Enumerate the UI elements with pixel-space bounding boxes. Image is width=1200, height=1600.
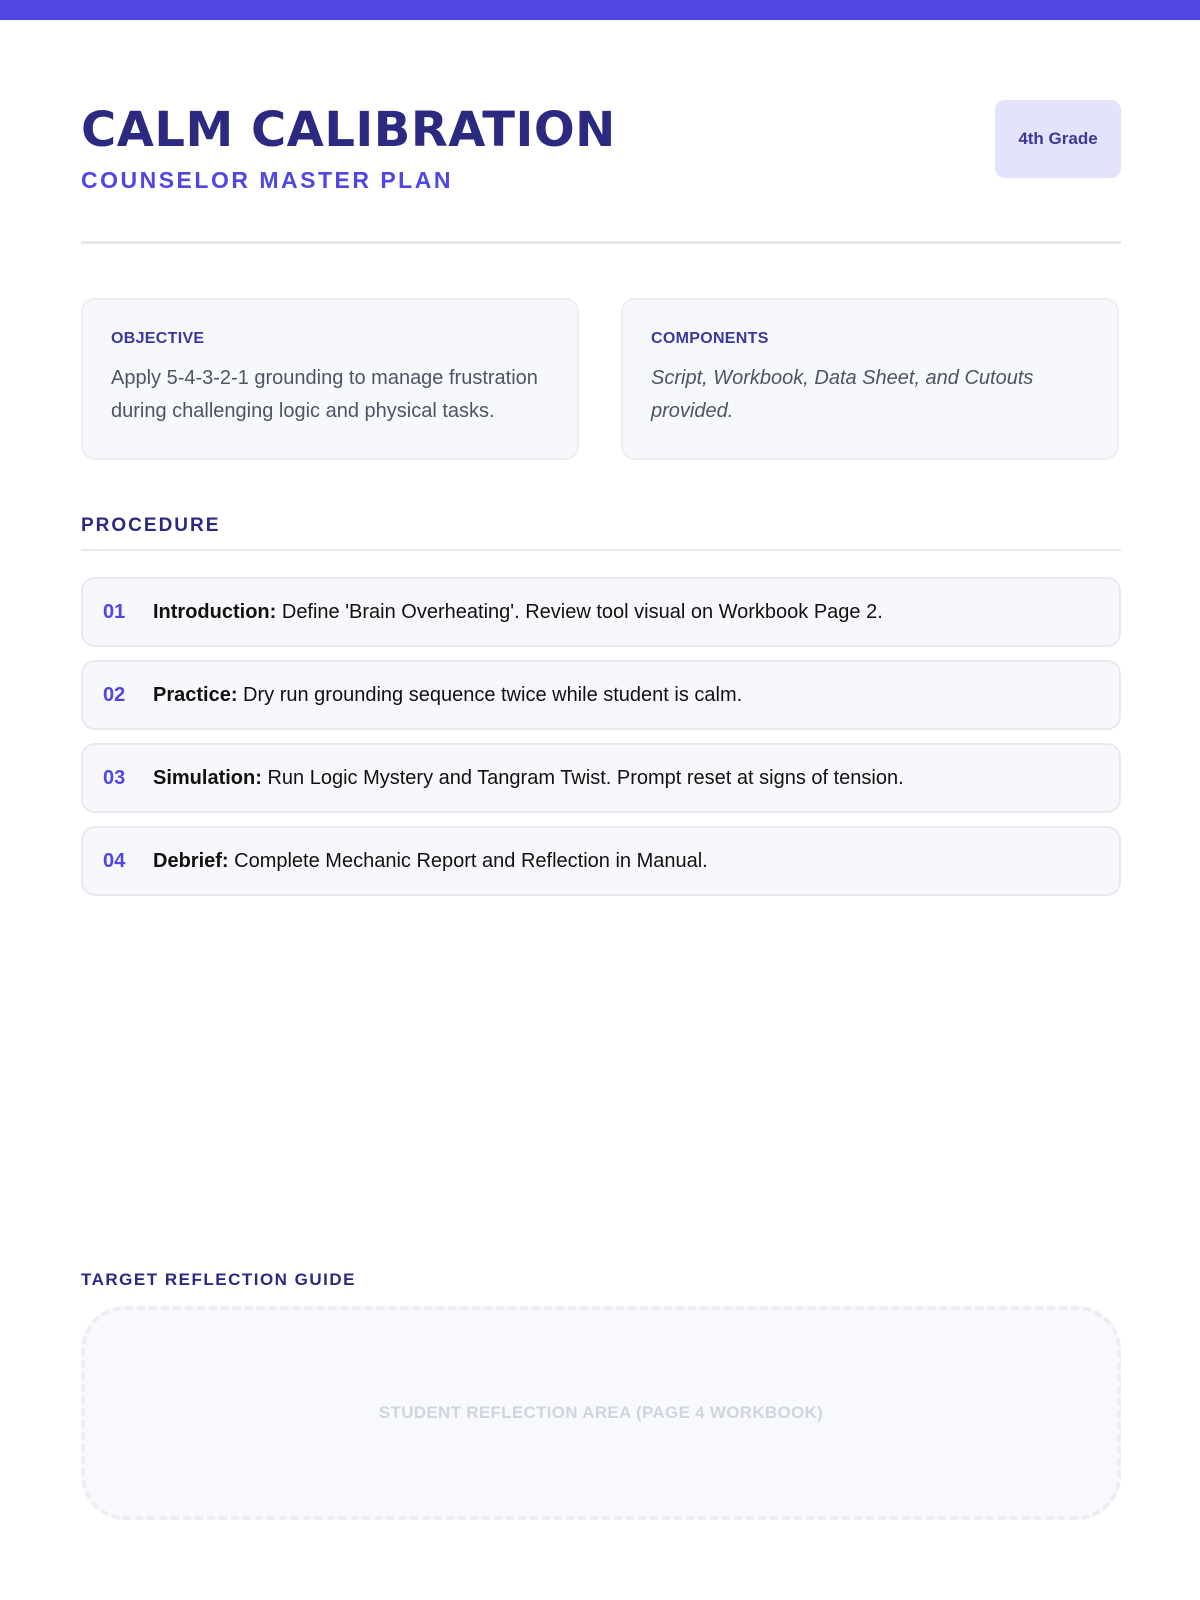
- objective-card: [81, 298, 579, 460]
- page-title: CALM CALIBRATION: [81, 102, 616, 158]
- procedure-title: PROCEDURE: [81, 515, 221, 536]
- step-detail: Complete Mechanic Report and Reflection in Manual.: [228, 849, 708, 872]
- step-text: [153, 767, 904, 790]
- step-text: [153, 684, 742, 707]
- components-card: [621, 298, 1119, 460]
- step-lead: Introduction:: [153, 600, 277, 623]
- reflection-area: [81, 1306, 1121, 1520]
- procedure-divider: [81, 549, 1121, 551]
- reflection-title: TARGET REFLECTION GUIDE: [81, 1270, 357, 1289]
- step-number: 03: [103, 766, 126, 789]
- top-accent-bar: [0, 0, 1200, 20]
- header-divider: [81, 241, 1121, 244]
- info-cards: [81, 298, 1121, 462]
- procedure-step: [81, 660, 1121, 730]
- step-detail: Dry run grounding sequence twice while student is calm.: [237, 683, 743, 706]
- objective-text: Apply 5-4-3-2-1 grounding to manage frustration during challenging logic and physical tasks.: [111, 367, 538, 422]
- step-lead: Practice:: [153, 683, 238, 706]
- grade-badge: 4th Grade: [995, 100, 1121, 178]
- page-subtitle: COUNSELOR MASTER PLAN: [81, 167, 453, 193]
- components-label: COMPONENTS: [651, 330, 769, 347]
- procedure-step: [81, 743, 1121, 813]
- step-number: 01: [103, 600, 126, 623]
- components-text: Script, Workbook, Data Sheet, and Cutouts provided.: [651, 367, 1034, 422]
- step-number: 02: [103, 683, 126, 706]
- step-number: 04: [103, 849, 126, 872]
- step-text: [153, 601, 883, 624]
- procedure-steps: [81, 577, 1121, 909]
- step-detail: Define 'Brain Overheating'. Review tool visual on Workbook Page 2.: [276, 600, 883, 623]
- procedure-step: [81, 577, 1121, 647]
- step-detail: Run Logic Mystery and Tangram Twist. Prompt reset at signs of tension.: [261, 766, 904, 789]
- step-text: [153, 850, 708, 873]
- header: [81, 100, 1121, 240]
- step-lead: Simulation:: [153, 766, 262, 789]
- reflection-placeholder: STUDENT REFLECTION AREA (PAGE 4 WORKBOOK): [378, 1403, 824, 1422]
- step-lead: Debrief:: [153, 849, 229, 872]
- procedure-step: [81, 826, 1121, 896]
- objective-label: OBJECTIVE: [111, 330, 205, 347]
